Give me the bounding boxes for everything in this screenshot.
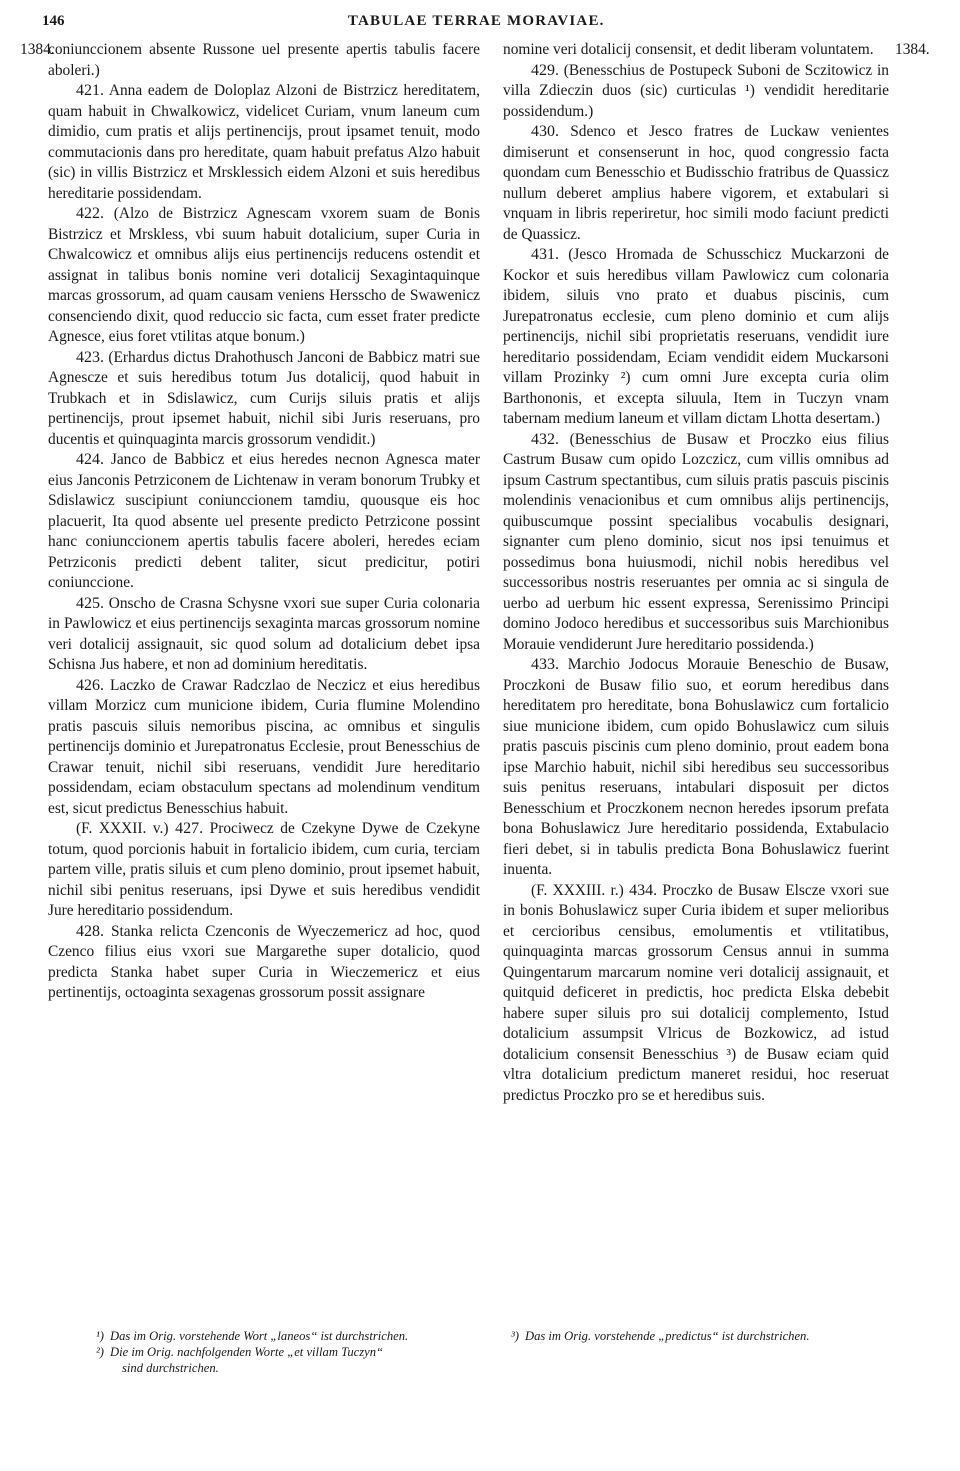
entry-paragraph: [48, 819, 480, 922]
entry-text: Onscho de Crasna Schysne vxori sue super Curia colonaria in Pawlowicz et eius pertinencijs sexaginta marcas grossorum nomine veri dotalicij assignauit, sic quod solum ad dotalicium debet ipsa Schisna Jus habere, et non ad dominium hereditatis.: [48, 594, 480, 673]
entry-number: 426.: [76, 676, 104, 694]
footnote-text: Das im Orig. vorstehende „predictus“ ist durchstrichen.: [524, 1329, 810, 1343]
entry-paragraph: [48, 594, 480, 676]
footnote: [96, 1360, 496, 1376]
entry-text: (Benesschius de Busaw et Proczko eius filius Castrum Busaw cum opido Lozczicz, cum villis omnibus ad ipsum Castrum spectantibus, cum siluis pratis pascuis piscinis molendinis venacionibus et cum omnibus alijs pertinencijs, quibuscumque possint specialibus vocabulis designari, signanter cum pleno dominio, sicut nos ipsi tenuimus et possedimus bona huiusmodi, nichil nobis heredibus vel successoribus nostris reseruantes per omnia ac si singula de uerbo ad uerbum hic essent expressa, Serenissimo Principi domino Jodoco heredibus et successoribus suis Marchionibus Morauie vendiderunt Jure hereditario possidenda.): [503, 430, 889, 653]
right-column: [503, 40, 889, 1106]
entry-text: Sdenco et Jesco fratres de Luckaw venientes dimiserunt et consenserunt in hoc, quod congressio facta quondam cum Benesschio et Budisschio fratribus de Quassicz nullum deberet amplius habere vigorem, et extabulari si vnquam in libris reperiretur, hoc simili modo faciunt predicti de Quassicz.: [503, 123, 889, 243]
entry-paragraph: [503, 655, 889, 881]
entry-paragraph: [503, 430, 889, 656]
entry-number: 427.: [175, 820, 204, 837]
entry-text: coniunccionem absente Russone uel presente apertis tabulis facere aboleri.): [48, 41, 480, 79]
entry-number: 425.: [76, 594, 104, 612]
footnotes-left: [96, 1328, 496, 1376]
entry-text: Marchio Jodocus Morauie Beneschio de Busaw, Proczkoni de Busaw filio suo, et eorum heredibus dans hereditatem pro hereditate, bona Bohuslawicz cum fortalicio siue municione ibidem, cum opido Bohuslawicz cum siluis pratis pascuis piscinis cum pleno dominio, prout eadem bona ipse Marchio habuit, nichil sibi heredibus seu successoribus suis penitus reseruans, intabulari disposuit per dictos Benesschium et Proczkonem necnon heredes ipsorum prefata bona Bohuslawicz Jure hereditario possidenda, Extabulacio fieri debet, si in tabulis predicta Bona Bohuslawicz fuerint inuenta.: [503, 656, 889, 878]
entry-text: Janco de Babbicz et eius heredes necnon Agnesca mater eius Janconis Petrziconem de Lichtenaw in veram bonorum Trubky et Sdislawicz suscipiunt coniunccionem tamdiu, quousque eis hoc placuerit, Ita quod absente uel presente predicto Petrzicone possint hanc coniunccionem apertis tabulis facere aboleri, heredes eciam Petrziconis predicti debent taliter, sicut predicitur, potiri coniunccione.: [48, 451, 480, 591]
entry-paragraph: [48, 348, 480, 451]
entry-text: (Jesco Hromada de Schusschicz Muckarzoni de Kockor et suis heredibus villam Pawlowicz cum colonaria ibidem, siluis vno prato et duabus piscinis, cum Jurepatronatus ecclesie, cum pleno dominio et cum alijs pertinencijs, nichil sibi proprietatis reseruans, vendidit iure hereditario possidendam, Eciam vendidit eidem Muckarsoni villam Prozinky ²) cum omni Jure excepta curia olim Barthononis, et excepta siluula, Item in Tuczyn vnam tabernam medium laneum et villam dictam Lhotta desertam.): [503, 246, 889, 427]
entry-paragraph: [48, 922, 480, 1004]
entry-text: Stanka relicta Czenconis de Wyeczemericz ad hoc, quod Czenco filius eius vxori sue Margarethe super dotalicio, quod predicta Stanka habet super Curia in Wieczemericz et eius pertinentijs, octoaginta sexagenas grossorum possit assignare: [48, 922, 480, 1001]
entry-paragraph: [48, 40, 480, 81]
page-number: 146: [42, 12, 65, 29]
entry-paragraph: [503, 122, 889, 245]
entry-number: 432.: [531, 430, 559, 448]
entry-paragraph: [503, 881, 889, 1107]
entry-text: (Benesschius de Postupeck Suboni de Sczitowicz in villa Zdieczin duos (sic) curticulas ¹) vendidit hereditarie possidendum.): [503, 61, 889, 120]
entry-paragraph: [48, 450, 480, 594]
entry-paragraph: [503, 61, 889, 123]
entry-number: 424.: [76, 451, 104, 468]
folio-reference: (F. XXXIII. r.): [531, 881, 624, 899]
entry-number: 423.: [76, 348, 104, 366]
entry-number: 422.: [76, 205, 104, 222]
entry-text: nomine veri dotalicij consensit, et dedit liberam voluntatem.: [503, 41, 874, 58]
entry-text: Laczko de Crawar Radczlao de Neczicz et eius heredibus villam Morzicz cum municione ibidem, Curia flumine Molendino pratis pascuis siluis nemoribus piscina, ac omnibus et singulis pertinencijs dominio et Jurepatronatus Ecclesie, prout Benesschius de Crawar tenuit, nichil sibi reseruans, vendidit Jure hereditario possidendam, eciam obstaculum spectans ad molendinum venditum est, sicut predictus Benesschius habuit.: [48, 676, 480, 817]
entry-paragraph: [48, 676, 480, 820]
entry-text: Anna eadem de Doloplaz Alzoni de Bistrzicz hereditatem, quam habuit in Chwalkowicz, videlicet Curiam, vnum laneum cum dimidio, cum pratis et alijs pertinencijs, prout ipsamet tenuit, modo commutacionis dans pro hereditate, quam habuit prefatus Alzo habuit (sic) in villis Bistrzicz et Mrsklessich eidem Alzoni et suis heredibus hereditarie possidendam.: [48, 82, 480, 202]
entry-number: 431.: [531, 246, 559, 263]
footnote-text: sind durchstrichen.: [122, 1361, 219, 1375]
footnote: [511, 1328, 911, 1344]
entry-number: 430.: [531, 123, 559, 140]
entry-paragraph: [503, 245, 889, 430]
footnote-text: Das im Orig. vorstehende Wort „laneos“ ist durchstrichen.: [109, 1329, 409, 1343]
entry-text: Prociwecz de Czekyne Dywe de Czekyne totum, quod porcionis habuit in fortalicio ibidem, cum curia, terciam partem ville, pratis siluis et cum pleno dominio, prout ipsemet habuit, nichil sibi penitus reseruans, ipsi Dywe et suis heredibus vendidit Jure hereditario possidendum.: [48, 820, 480, 919]
entry-text: (Alzo de Bistrzicz Agnescam vxorem suam de Bonis Bistrzicz et Mrskless, vbi suum habuit dotalicium, super Curia in Chwalcowicz et omnibus alijs eius pertinencijs reducens ostendit et assignat in talibus bonis nomine veri dotalicij Sexagintaquinque marcas grossorum, ad quam causam veniens Hersscho de Swawenicz consenciendo dixit, quod reduccio sic facta, cum esset frater predicte Agnesce, eius foret vtilitas atque bonum.): [48, 205, 480, 345]
footnotes-right: [511, 1328, 911, 1344]
footnote-mark: ³): [511, 1329, 519, 1343]
entry-text: (Erhardus dictus Drahothusch Janconi de Babbicz matri sue Agnescze et suis heredibus totum Jus dotalicij, quod habuit in Trubkach et in Sdislawicz, cum Curijs siluis pratis et alijs pertinencijs, prout ipsemet habuit, nichil sibi Juris reseruans, pro ducentis et quinquaginta marcis grossorum vendidit.): [48, 348, 480, 448]
footnote-text: Die im Orig. nachfolgenden Worte „et villam Tuczyn“: [109, 1345, 384, 1359]
folio-reference: (F. XXXII. v.): [76, 820, 169, 837]
footnote-mark: ²): [96, 1345, 104, 1359]
margin-year-right: 1384.: [895, 41, 930, 58]
entry-paragraph: [503, 40, 889, 61]
footnote: [96, 1328, 496, 1344]
footnote-mark: ¹): [96, 1329, 104, 1343]
entry-number: 429.: [531, 61, 559, 79]
footnote: [96, 1344, 496, 1360]
entry-text: Proczko de Busaw Elscze vxori sue in bonis Bohuslawicz super Curia ibidem et super melioribus et cercioribus censibus, emolumentis et vtilitatibus, quinquaginta marcas grossorum Census annui in summa Quingentarum marcarum nomine veri dotalicij assignauit, et quitquid deficeret in predictis, hoc predicta Elska debebit habere super siluis pro sui dotalicij complemento, Istud dotalicium assumpsit Vlricus de Bozkowicz, ad istud dotalicium consensit Benesschius ³) de Busaw eciam quid vltra dotalicium predictum maneret residui, hoc reseruat predictus Proczko pro se et heredibus suis.: [503, 881, 889, 1104]
entry-number: 428.: [76, 922, 104, 940]
left-column: [48, 40, 480, 1004]
entry-paragraph: [48, 81, 480, 204]
running-title: TABULAE TERRAE MORAVIAE.: [347, 12, 605, 29]
entry-paragraph: [48, 204, 480, 348]
entry-number: 433.: [531, 656, 559, 673]
entry-number: 421.: [76, 82, 104, 99]
margin-year-left: 1384.: [20, 41, 55, 58]
entry-number: 434.: [629, 881, 658, 899]
page-header: [42, 8, 918, 34]
